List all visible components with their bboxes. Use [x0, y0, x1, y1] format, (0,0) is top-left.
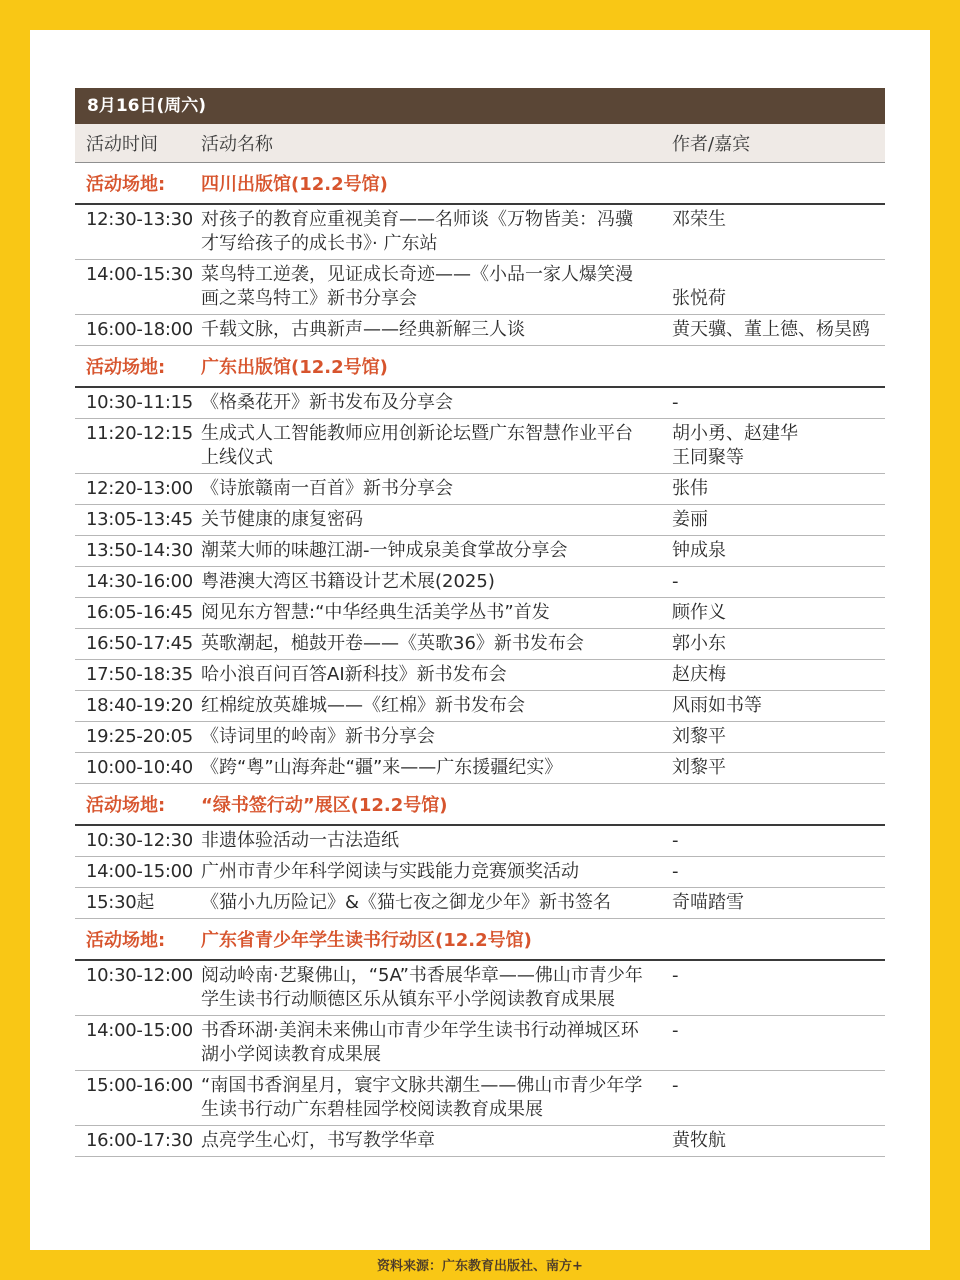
table-row: [75, 629, 885, 660]
table-row: [75, 722, 885, 753]
row-time: 10:00-10:40: [86, 757, 193, 778]
table-row: [75, 691, 885, 722]
table-row: [75, 598, 885, 629]
table-row: [75, 567, 885, 598]
row-time: 15:00-16:00: [86, 1075, 193, 1096]
table-row: [75, 753, 885, 784]
row-time: 12:20-13:00: [86, 478, 193, 499]
row-activity: 潮菜大师的味趣江湖-一钟成泉美食掌故分享会: [201, 540, 568, 561]
row-time: 17:50-18:35: [86, 664, 193, 685]
row-time: 13:50-14:30: [86, 540, 193, 561]
row-guest: 赵庆梅: [672, 664, 726, 685]
row-guest: -: [672, 861, 679, 882]
row-time: 16:00-18:00: [86, 319, 193, 340]
row-time: 10:30-12:30: [86, 830, 193, 851]
table-row: [75, 315, 885, 346]
source-note: 资料来源：广东教育出版社、南方+: [377, 1259, 583, 1274]
row-activity: 关节健康的康复密码: [201, 509, 363, 530]
table-row: [75, 1126, 885, 1157]
table-row: [75, 388, 885, 419]
row-activity: 对孩子的教育应重视美育——名师谈《万物皆美：冯骥才写给孩子的成长书》· 广东站: [201, 209, 633, 254]
table-row: [75, 1071, 885, 1126]
header-name: 活动名称: [201, 134, 273, 155]
row-activity: 哈小浪百问百答AI新科技》新书发布会: [201, 664, 507, 685]
row-activity: 红棉绽放英雄城——《红棉》新书发布会: [201, 695, 525, 716]
row-time: 14:30-16:00: [86, 571, 193, 592]
row-activity: 生成式人工智能教师应用创新论坛暨广东智慧作业平台上线仪式: [201, 423, 633, 468]
table-row: [75, 961, 885, 1016]
row-guest: 姜丽: [672, 509, 708, 530]
row-activity: 英歌潮起，槌鼓开卷——《英歌36》新书发布会: [201, 633, 584, 654]
row-time: 14:00-15:00: [86, 1020, 193, 1041]
row-activity: 《诗词里的岭南》新书分享会: [201, 726, 435, 747]
row-guest: -: [672, 571, 679, 592]
table-row: [75, 826, 885, 857]
table-row: [75, 419, 885, 474]
header-time: 活动时间: [86, 134, 158, 155]
row-guest: -: [672, 830, 679, 851]
venue-row: [75, 919, 885, 961]
row-time: 19:25-20:05: [86, 726, 193, 747]
schedule-table: [75, 88, 885, 1157]
row-guest: 刘黎平: [672, 726, 726, 747]
row-time: 11:20-12:15: [86, 423, 193, 444]
row-guest: 钟成泉: [672, 540, 726, 561]
venue-name: 广东省青少年学生读书行动区(12.2号馆): [201, 930, 532, 951]
row-time: 14:00-15:30: [86, 264, 193, 285]
venue-label: 活动场地:: [86, 174, 166, 195]
venue-row: [75, 163, 885, 205]
row-guest: -: [672, 392, 679, 413]
row-activity: 非遗体验活动一古法造纸: [201, 830, 399, 851]
table-row: [75, 474, 885, 505]
row-time: 10:30-12:00: [86, 965, 193, 986]
row-time: 16:00-17:30: [86, 1130, 193, 1151]
row-guest: 胡小勇、赵建华王同聚等: [672, 423, 798, 468]
date-header: 8月16日(周六): [75, 88, 885, 124]
table-row: [75, 888, 885, 919]
venue-label: 活动场地:: [86, 357, 166, 378]
row-guest: 郭小东: [672, 633, 726, 654]
venue-label: 活动场地:: [86, 930, 166, 951]
row-time: 12:30-13:30: [86, 209, 193, 230]
row-activity: 《格桑花开》新书发布及分享会: [201, 392, 453, 413]
table-row: [75, 260, 885, 315]
row-time: 16:05-16:45: [86, 602, 193, 623]
row-activity: 《诗旅赣南一百首》新书分享会: [201, 478, 453, 499]
table-row: [75, 205, 885, 260]
row-guest: -: [672, 1075, 679, 1096]
row-guest: 黄牧航: [672, 1130, 726, 1151]
row-time: 10:30-11:15: [86, 392, 193, 413]
row-activity: 书香环湖·美润未来佛山市青少年学生读书行动禅城区环湖小学阅读教育成果展: [201, 1020, 639, 1065]
row-activity: 《跨“粤”山海奔赴“疆”来——广东援疆纪实》: [201, 757, 563, 778]
row-activity: 粤港澳大湾区书籍设计艺术展(2025): [201, 571, 495, 592]
venue-name: “绿书签行动”展区(12.2号馆): [201, 795, 448, 816]
row-guest: 黄天骥、董上德、杨昊鸥: [672, 319, 870, 340]
sections-container: [75, 163, 885, 1157]
table-row: [75, 536, 885, 567]
venue-label: 活动场地:: [86, 795, 166, 816]
row-time: 18:40-19:20: [86, 695, 193, 716]
row-activity: 阅见东方智慧:“中华经典生活美学丛书”首发: [201, 602, 550, 623]
venue-name: 四川出版馆(12.2号馆): [201, 174, 388, 195]
row-time: 15:30起: [86, 892, 155, 913]
row-time: 13:05-13:45: [86, 509, 193, 530]
row-time: 16:50-17:45: [86, 633, 193, 654]
venue-row: [75, 784, 885, 826]
row-guest: 邓荣生: [672, 209, 726, 230]
venue-row: [75, 346, 885, 388]
row-guest: 奇喵踏雪: [672, 892, 744, 913]
venue-name: 广东出版馆(12.2号馆): [201, 357, 388, 378]
table-row: [75, 1016, 885, 1071]
row-guest: 张悦荷: [672, 288, 726, 309]
row-guest: 张伟: [672, 478, 708, 499]
table-row: [75, 857, 885, 888]
row-guest: 风雨如书等: [672, 695, 762, 716]
row-activity: 菜鸟特工逆袭，见证成长奇迹——《小品一家人爆笑漫画之菜鸟特工》新书分享会: [201, 264, 633, 309]
table-row: [75, 505, 885, 536]
row-guest: 刘黎平: [672, 757, 726, 778]
row-activity: 千载文脉，古典新声——经典新解三人谈: [201, 319, 525, 340]
schedule-card: [30, 30, 930, 1250]
row-activity: 《猫小九历险记》&《猫七夜之御龙少年》新书签名: [201, 892, 612, 913]
table-row: [75, 660, 885, 691]
row-activity: “南国书香润星月，寰宇文脉共潮生——佛山市青少年学生读书行动广东碧桂园学校阅读教育成果展: [201, 1075, 643, 1120]
header-guest: 作者/嘉宾: [672, 134, 751, 155]
row-guest: -: [672, 1020, 679, 1041]
row-activity: 广州市青少年科学阅读与实践能力竞赛颁奖活动: [201, 861, 579, 882]
row-activity: 点亮学生心灯，书写教学华章: [201, 1130, 435, 1151]
row-time: 14:00-15:00: [86, 861, 193, 882]
column-header-row: [75, 124, 885, 163]
row-guest: -: [672, 965, 679, 986]
row-guest: 顾作义: [672, 602, 726, 623]
row-activity: 阅动岭南·艺聚佛山，“5A”书香展华章——佛山市青少年学生读书行动顺德区乐从镇东平小学阅读教育成果展: [201, 965, 643, 1010]
